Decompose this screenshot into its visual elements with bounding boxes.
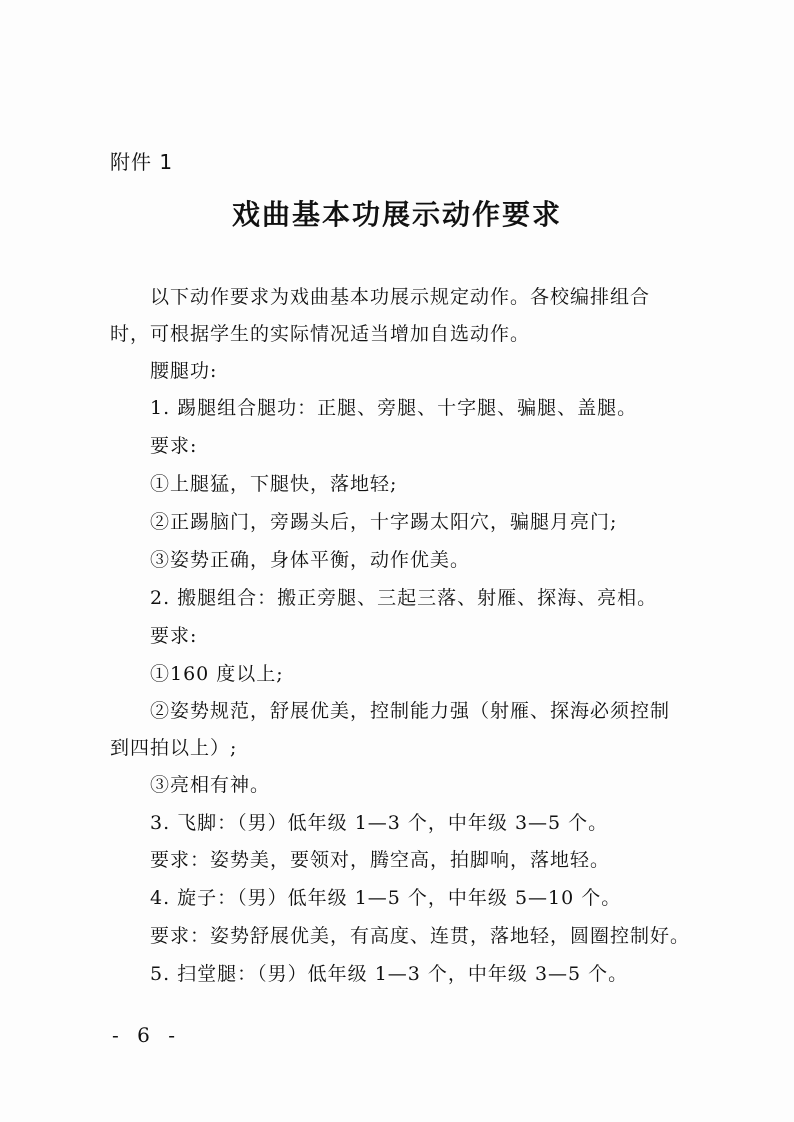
requirement-item: ③亮相有神。	[110, 774, 271, 796]
requirement-item: ③姿势正确，身体平衡，动作优美。	[110, 549, 471, 571]
requirement-item: ②正踢脑门，旁踢头后，十字踢太阳穴，骗腿月亮门;	[110, 511, 618, 533]
document-title: 戏曲基本功展示动作要求	[231, 198, 562, 231]
requirements-label: 要求:	[110, 435, 198, 457]
page-number: - 6 -	[112, 1023, 181, 1047]
list-item: 3. 飞脚：（男）低年级 1—3 个，中年级 3—5 个。	[110, 812, 609, 834]
requirement-item: 要求：姿势舒展优美，有高度、连贯，落地轻，圆圈控制好。	[110, 925, 691, 947]
paragraph-line: 以下动作要求为戏曲基本功展示规定动作。各校编排组合	[110, 286, 651, 308]
paragraph-line: 时，可根据学生的实际情况适当增加自选动作。	[110, 323, 531, 345]
list-item: 4. 旋子：（男）低年级 1—5 个，中年级 5—10 个。	[110, 887, 622, 909]
requirements-label: 要求:	[110, 625, 198, 647]
requirement-item-continued: 到四拍以上）;	[110, 737, 238, 759]
section-heading: 腰腿功:	[110, 360, 218, 382]
requirement-item: ①上腿猛，下腿快，落地轻;	[110, 473, 398, 495]
list-item: 5. 扫堂腿：（男）低年级 1—3 个，中年级 3—5 个。	[110, 963, 629, 985]
requirement-item: ②姿势规范，舒展优美，控制能力强（射雁、探海必须控制	[110, 700, 671, 722]
list-item: 2. 搬腿组合：搬正旁腿、三起三落、射雁、探海、亮相。	[110, 587, 658, 609]
attachment-label: 附件 1	[110, 150, 174, 174]
requirement-item: ①160 度以上;	[110, 663, 284, 685]
list-item: 1. 踢腿组合腿功：正腿、旁腿、十字腿、骗腿、盖腿。	[110, 397, 638, 419]
requirement-item: 要求：姿势美，要领对，腾空高，拍脚响，落地轻。	[110, 849, 611, 871]
